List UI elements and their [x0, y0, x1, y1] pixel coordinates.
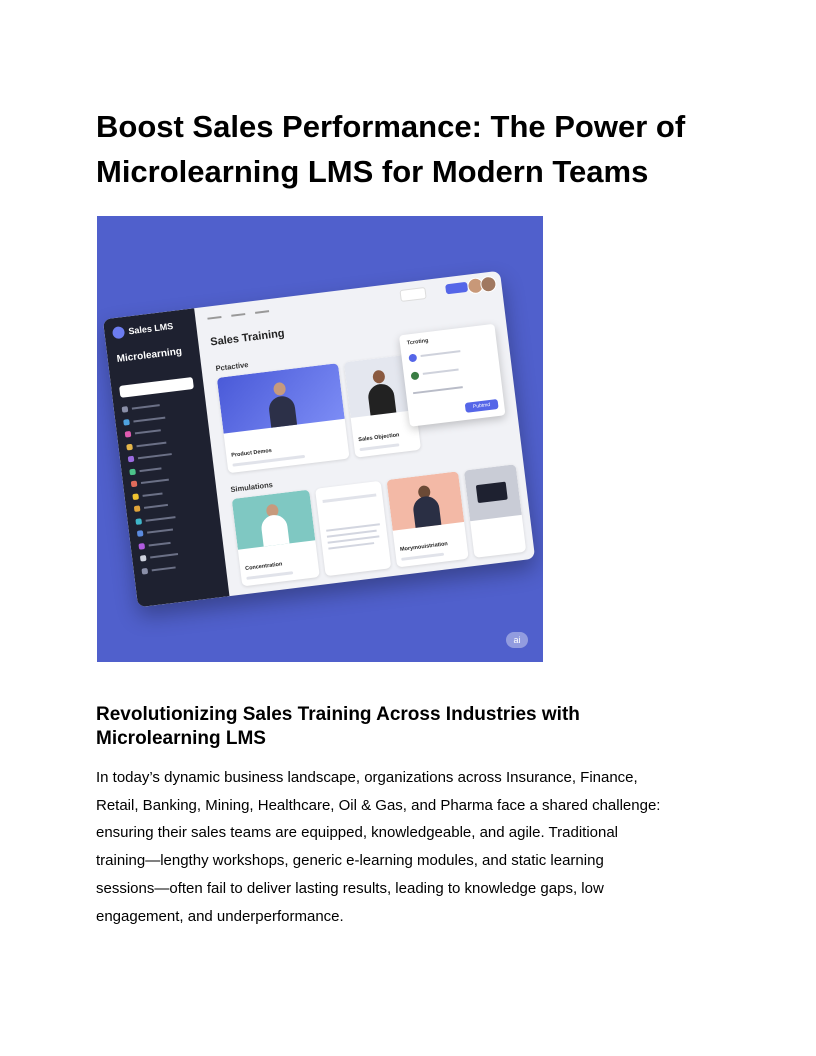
course-card-image: [464, 464, 522, 521]
topbar-primary-button: [446, 282, 469, 295]
course-card-image: [232, 490, 316, 550]
lms-brand-label: Sales LMS: [127, 320, 174, 337]
lms-sidebar: [103, 308, 230, 607]
section-heading: [96, 703, 736, 751]
paragraph-line: Retail, Banking, Mining, Healthcare, Oil & Gas, and Pharma face a shared challenge:: [96, 796, 661, 814]
lms-topbar: [194, 271, 503, 332]
course-card: [232, 490, 320, 587]
section-practice-label: Pctactive: [215, 360, 249, 374]
topbar-secondary-button: [399, 287, 427, 302]
popup-title: Tcroting: [406, 337, 429, 347]
paragraph-line: sessions—often fail to deliver lasting results, leading to knowledge gaps, low: [96, 879, 604, 897]
lms-dashboard-mockup: [103, 271, 535, 608]
course-card-meta: [246, 571, 293, 580]
main-title: Sales Training: [209, 327, 286, 349]
paragraph-line: training—lengthy workshops, generic e-learning modules, and static learning: [96, 852, 604, 870]
course-card-meta: [359, 443, 399, 451]
paragraph-line: engagement, and underperformance.: [96, 907, 344, 925]
sidebar-menu: [121, 395, 218, 578]
course-card: [217, 363, 350, 473]
course-card: [315, 481, 391, 576]
section-heading-line: Revolutionizing Sales Training Across Industries with: [96, 704, 580, 725]
hero-image: [97, 216, 543, 662]
course-card-image: [217, 363, 345, 433]
user-avatar: [479, 275, 497, 293]
course-card-title: Sales Objection: [358, 432, 400, 444]
body-paragraph: [96, 764, 736, 930]
sidebar-search: [119, 377, 194, 398]
course-card-title: Morymouistriation: [399, 541, 449, 553]
article-title-line: Microlearning LMS for Modern Teams: [96, 154, 649, 189]
article-title-line: Boost Sales Performance: The Power of: [96, 109, 686, 144]
article-title: [96, 104, 736, 194]
course-card-image: [387, 471, 465, 530]
course-card-meta: [401, 553, 444, 561]
course-card-title: Product Demos: [231, 447, 273, 459]
paragraph-line: ensuring their sales teams are equipped, knowledgeable, and agile. Traditional: [96, 824, 619, 842]
sidebar-title: Microlearning: [116, 346, 183, 366]
paragraph-line: In today’s dynamic business landscape, organizations across Insurance, Finance,: [96, 769, 638, 786]
section-simulations-label: Simulations: [229, 480, 274, 495]
course-card: [387, 471, 469, 567]
course-card: [464, 464, 526, 558]
assign-popup: [399, 324, 505, 427]
lms-brand: [112, 320, 174, 339]
section-heading-line: Microlearning LMS: [96, 728, 266, 749]
lms-logo-icon: [112, 326, 125, 339]
popup-publish-button: Pubtmd: [464, 399, 498, 413]
course-card-title: Concentration: [244, 561, 283, 572]
ai-watermark: ai: [506, 632, 528, 648]
